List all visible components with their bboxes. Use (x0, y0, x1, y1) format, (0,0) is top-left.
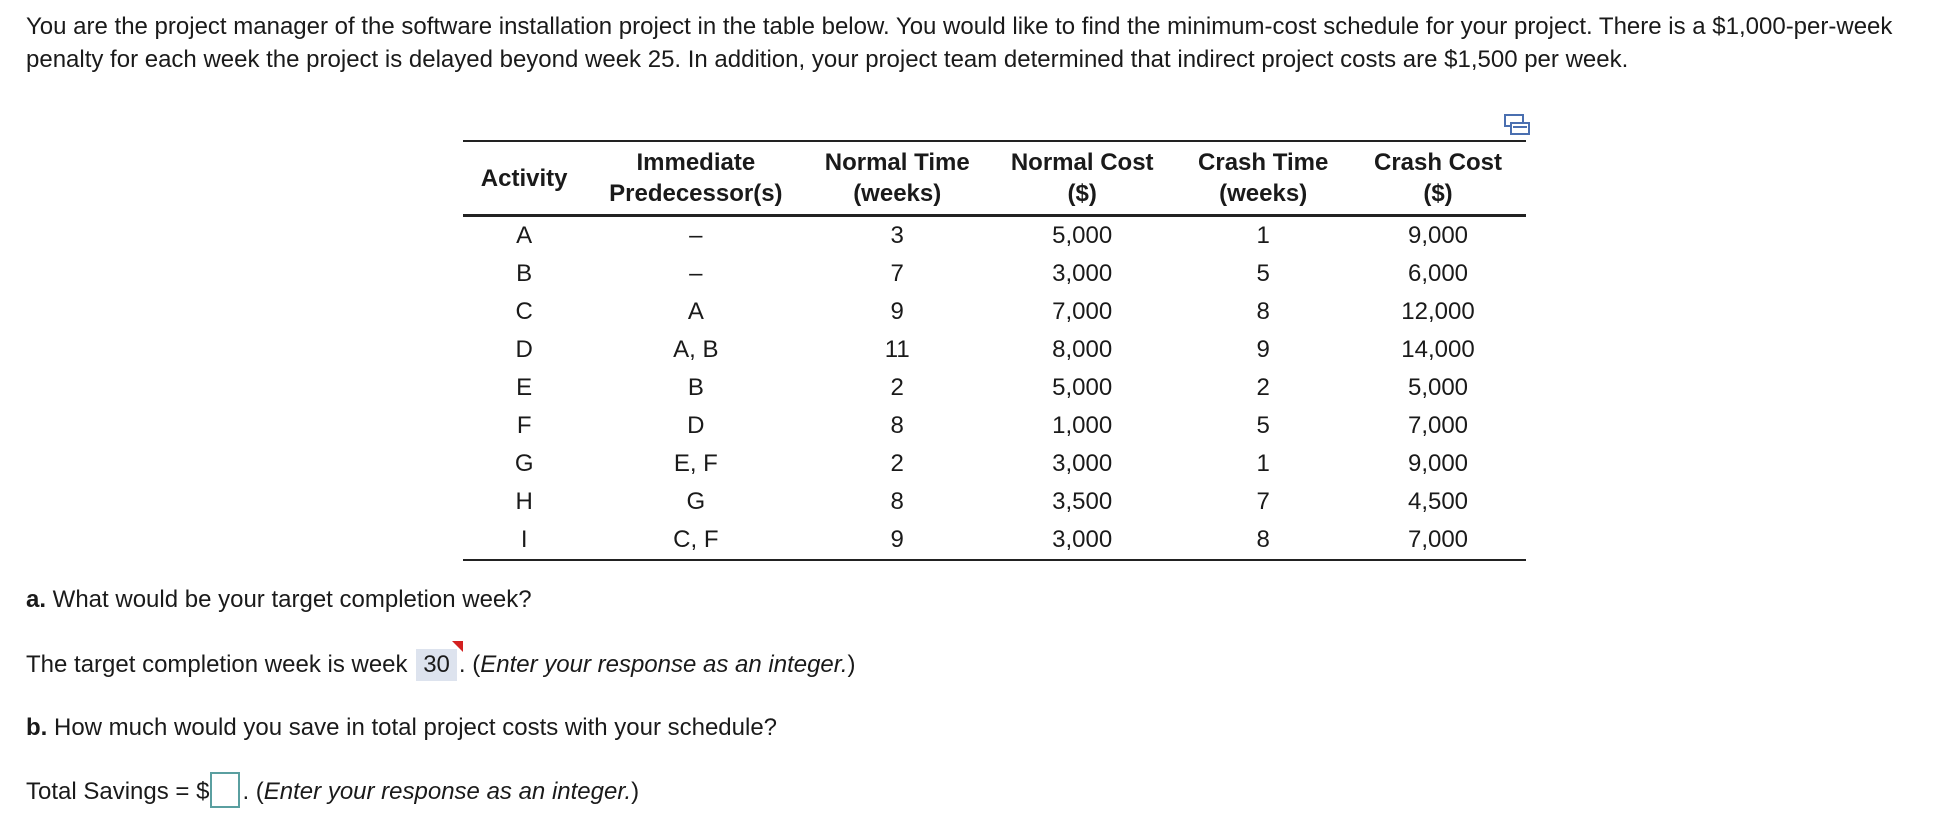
cell-normal-cost: 1,000 (1052, 412, 1113, 439)
header-nc-line1: Normal Cost (1010, 149, 1154, 176)
answer-b-instruction: Enter your response as an integer. (263, 778, 632, 805)
table-row (463, 293, 1526, 331)
cell-crash-time: 8 (1256, 526, 1270, 553)
cell-activity: F (516, 412, 532, 439)
cell-crash-time: 5 (1256, 260, 1270, 287)
cell-normal-time: 9 (890, 298, 904, 325)
cell-crash-cost: 5,000 (1407, 374, 1469, 401)
header-pred-line1: Immediate (636, 149, 756, 176)
header-cc-line1: Crash Cost (1373, 149, 1503, 176)
header-crash-cost (1350, 141, 1526, 216)
cell-crash-cost: 6,000 (1407, 260, 1469, 287)
header-activity (463, 141, 585, 216)
header-activity-label: Activity (480, 164, 568, 192)
cell-crash-time: 9 (1256, 336, 1270, 363)
cell-normal-time: 11 (884, 336, 910, 363)
cell-normal-time: 2 (890, 374, 904, 401)
cell-predecessors: A (687, 298, 704, 325)
cell-activity: G (514, 450, 534, 477)
cell-predecessors: B (687, 374, 704, 401)
cell-predecessors: C, F (673, 526, 719, 553)
header-crash-time (1176, 141, 1350, 216)
cell-normal-time: 8 (890, 488, 904, 515)
cell-crash-cost: 9,000 (1407, 222, 1469, 249)
cell-activity: A (516, 222, 533, 249)
table-row (463, 331, 1526, 369)
cell-normal-cost: 3,500 (1052, 488, 1113, 515)
cell-normal-time: 9 (890, 526, 904, 553)
cell-crash-cost: 14,000 (1401, 336, 1475, 363)
header-cc-line2: ($) (1423, 180, 1453, 207)
question-a-label: a. (26, 586, 47, 613)
activity-table (463, 140, 1526, 561)
cell-crash-cost: 12,000 (1401, 298, 1475, 325)
question-b-label: b. (26, 714, 48, 741)
header-ct-line1: Crash Time (1198, 149, 1329, 176)
cell-activity: B (516, 260, 533, 287)
table-row (463, 483, 1526, 521)
header-nc-line2: ($) (1067, 180, 1097, 207)
cell-normal-cost: 3,000 (1052, 260, 1113, 287)
cell-crash-cost: 4,500 (1407, 488, 1469, 515)
cell-crash-time: 1 (1256, 222, 1270, 249)
answer-a-prefix: The target completion week is week (26, 651, 415, 678)
cell-activity: C (515, 298, 533, 325)
cell-activity: D (515, 336, 533, 363)
cell-crash-cost: 7,000 (1407, 412, 1469, 439)
cell-normal-time: 3 (890, 222, 904, 249)
cell-predecessors: G (686, 488, 706, 515)
expand-table-icon[interactable] (1504, 114, 1530, 136)
cell-normal-cost: 3,000 (1052, 450, 1113, 477)
cell-predecessors: A, B (673, 336, 719, 363)
cell-normal-cost: 7,000 (1052, 298, 1113, 325)
header-normal-time (806, 141, 988, 216)
question-a-text: What would be your target completion week? (46, 586, 532, 613)
cell-crash-cost: 9,000 (1407, 450, 1469, 477)
cell-crash-time: 1 (1256, 450, 1270, 477)
answer-a-instruction: Enter your response as an integer. (480, 651, 848, 678)
answer-a-suffix: . ( (458, 651, 481, 678)
cell-predecessors: – (689, 222, 703, 249)
cell-predecessors: – (689, 260, 703, 287)
cell-activity: I (520, 526, 528, 553)
answer-b-close: ) (631, 778, 640, 805)
header-pred-line2: Predecessor(s) (609, 180, 783, 207)
cell-crash-time: 8 (1256, 298, 1270, 325)
question-b (26, 713, 777, 743)
cell-activity: E (516, 374, 533, 401)
answer-a-value: 30 (423, 651, 450, 678)
answer-a-field[interactable] (416, 649, 457, 681)
cell-normal-cost: 8,000 (1052, 336, 1113, 363)
question-a (26, 585, 532, 615)
answer-a-close: ) (847, 651, 856, 678)
cell-crash-cost: 7,000 (1407, 526, 1469, 553)
table-row (463, 521, 1526, 560)
table-row (463, 445, 1526, 483)
table-row (463, 216, 1526, 256)
incorrect-flag-icon (452, 641, 463, 652)
table-row (463, 255, 1526, 293)
cell-crash-time: 5 (1256, 412, 1270, 439)
cell-normal-time: 8 (890, 412, 904, 439)
table-row (463, 369, 1526, 407)
question-b-text: How much would you save in total project costs with your schedule? (47, 714, 778, 741)
cell-normal-time: 7 (890, 260, 904, 287)
total-savings-input[interactable] (210, 772, 240, 808)
table-header-row (463, 141, 1526, 216)
answer-b-suffix: . ( (242, 778, 264, 805)
answer-b-line (26, 777, 639, 808)
cell-normal-cost: 5,000 (1052, 222, 1113, 249)
answer-b-prefix: Total Savings = $ (26, 778, 210, 805)
cell-predecessors: D (687, 412, 705, 439)
cell-predecessors: E, F (673, 450, 718, 477)
problem-statement: You are the project manager of the software installation project in the table below. You would like to find the minimum-cost schedule for your project. There is a $1,000-per-week penalty for each week the project is delayed beyond week 25. In addition, your project team determined that indirect project costs are $1,500 per week. (26, 13, 1893, 73)
header-nt-line2: (weeks) (853, 180, 942, 207)
cell-normal-cost: 5,000 (1052, 374, 1113, 401)
cell-crash-time: 7 (1256, 488, 1270, 515)
header-predecessors (585, 141, 806, 216)
table-row (463, 407, 1526, 445)
header-normal-cost (988, 141, 1176, 216)
cell-activity: H (515, 488, 533, 515)
header-nt-line1: Normal Time (824, 149, 970, 176)
cell-normal-cost: 3,000 (1052, 526, 1113, 553)
cell-crash-time: 2 (1256, 374, 1270, 401)
answer-a-line (26, 649, 856, 681)
cell-normal-time: 2 (890, 450, 904, 477)
header-ct-line2: (weeks) (1219, 180, 1308, 207)
